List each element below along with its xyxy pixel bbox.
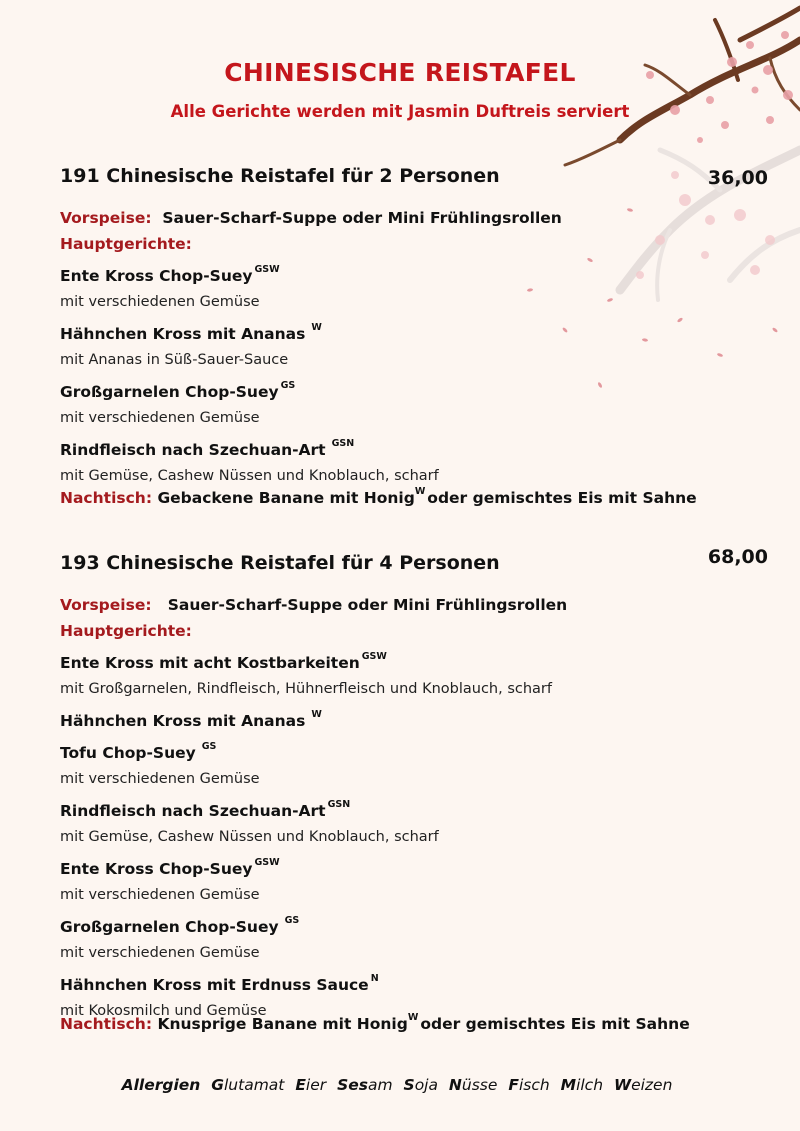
- dish-item: [60, 792, 780, 850]
- page-subtitle: Alle Gerichte werden mit Jasmin Duftreis serviert: [170, 102, 630, 121]
- starter-text: Sauer-Scharf-Suppe oder Mini Frühlingsrollen: [162, 209, 562, 227]
- allergen-code: W: [311, 322, 322, 333]
- dish-item: [60, 257, 780, 315]
- allergen-code: GSN: [331, 438, 355, 449]
- dish-item: [60, 431, 780, 489]
- menu-title: 191 Chinesische Reistafel für 2 Personen: [60, 165, 500, 187]
- allergen-name: oja: [414, 1076, 438, 1094]
- dish-description: mit Großgarnelen, Rindfleisch, Hühnerfleisch und Knoblauch, scharf: [60, 681, 552, 697]
- allergen-code: GSN: [327, 799, 351, 810]
- dish-description: mit verschiedenen Gemüse: [60, 294, 260, 310]
- allergen-name: üsse: [461, 1076, 498, 1094]
- dessert-text: Gebackene Banane mit Honig: [157, 489, 415, 507]
- dish-name: Rindfleisch nach Szechuan-Art: [60, 441, 326, 459]
- allergen-code: N: [448, 1076, 462, 1094]
- allergen-name: lutamat: [223, 1076, 285, 1094]
- allergen-legend-label: Allergien: [121, 1076, 201, 1094]
- dish-description: mit Kokosmilch und Gemüse: [60, 1003, 267, 1019]
- dish-description: mit verschiedenen Gemüse: [60, 771, 260, 787]
- allergen-code: W: [613, 1076, 632, 1094]
- allergen-code: W: [407, 1012, 419, 1023]
- dessert-alternative: oder gemischtes Eis mit Sahne: [420, 1015, 690, 1033]
- dish-item: [60, 702, 780, 734]
- dessert-line: [60, 486, 697, 507]
- menu-section: [60, 165, 780, 489]
- allergen-name: ilch: [576, 1076, 604, 1094]
- allergen-name: isch: [518, 1076, 550, 1094]
- dish-name: Ente Kross Chop-Suey: [60, 860, 253, 878]
- mains-label: Hauptgerichte:: [60, 622, 192, 640]
- menu-price: 36,00: [707, 167, 768, 189]
- allergen-code: M: [560, 1076, 577, 1094]
- dish-item: [60, 734, 780, 792]
- allergen-code: GSW: [254, 264, 280, 275]
- allergen-code: N: [370, 973, 379, 984]
- allergen-code: GS: [284, 915, 300, 926]
- dessert-alternative: oder gemischtes Eis mit Sahne: [427, 489, 697, 507]
- allergen-code: F: [508, 1076, 519, 1094]
- allergen-code: S: [403, 1076, 415, 1094]
- dessert-label: Nachtisch:: [60, 489, 153, 507]
- dish-item: [60, 644, 780, 702]
- menu-section: [60, 546, 780, 1024]
- dish-item: [60, 315, 780, 373]
- starter-label: Vorspeise:: [60, 596, 152, 614]
- menu-title: 193 Chinesische Reistafel für 4 Personen: [60, 552, 500, 574]
- dish-description: mit verschiedenen Gemüse: [60, 945, 260, 961]
- dish-description: mit Gemüse, Cashew Nüssen und Knoblauch, scharf: [60, 829, 439, 845]
- page-title: CHINESISCHE REISTAFEL: [224, 58, 576, 87]
- allergen-name: ier: [305, 1076, 327, 1094]
- allergen-code: GS: [280, 380, 296, 391]
- dish-item: [60, 908, 780, 966]
- dessert-label: Nachtisch:: [60, 1015, 153, 1033]
- allergen-code: G: [211, 1076, 224, 1094]
- dessert-text: Knusprige Banane mit Honig: [157, 1015, 408, 1033]
- starter-line: [60, 205, 780, 231]
- dish-description: mit verschiedenen Gemüse: [60, 410, 260, 426]
- allergen-code: E: [295, 1076, 306, 1094]
- dish-description: mit Ananas in Süß-Sauer-Sauce: [60, 352, 289, 368]
- dessert-line: [60, 1012, 690, 1033]
- dish-item: [60, 373, 780, 431]
- dish-description: mit Gemüse, Cashew Nüssen und Knoblauch, scharf: [60, 468, 439, 484]
- dish-name: Ente Kross mit acht Kostbarkeiten: [60, 654, 360, 672]
- menu-price: 68,00: [707, 546, 768, 568]
- allergen-legend: [0, 1076, 800, 1094]
- allergen-name: am: [367, 1076, 393, 1094]
- allergen-code: GS: [201, 741, 217, 752]
- dish-name: Tofu Chop-Suey: [60, 744, 196, 762]
- allergen-name: eizen: [631, 1076, 673, 1094]
- allergen-code: W: [311, 709, 322, 720]
- dish-description: mit verschiedenen Gemüse: [60, 887, 260, 903]
- dish-name: Großgarnelen Chop-Suey: [60, 383, 279, 401]
- allergen-code: GSW: [361, 651, 387, 662]
- starter-line: [60, 592, 780, 618]
- dish-name: Hähnchen Kross mit Ananas: [60, 325, 306, 343]
- starter-text: Sauer-Scharf-Suppe oder Mini Frühlingsrollen: [167, 596, 568, 614]
- allergen-code: GSW: [254, 857, 280, 868]
- dish-name: Hähnchen Kross mit Erdnuss Sauce: [60, 976, 369, 994]
- dish-item: [60, 850, 780, 908]
- mains-label: Hauptgerichte:: [60, 235, 192, 253]
- dish-name: Hähnchen Kross mit Ananas: [60, 712, 306, 730]
- allergen-code: Ses: [337, 1076, 368, 1094]
- dish-name: Ente Kross Chop-Suey: [60, 267, 253, 285]
- dish-name: Rindfleisch nach Szechuan-Art: [60, 802, 326, 820]
- starter-label: Vorspeise:: [60, 209, 152, 227]
- allergen-code: W: [414, 486, 426, 497]
- dish-name: Großgarnelen Chop-Suey: [60, 918, 279, 936]
